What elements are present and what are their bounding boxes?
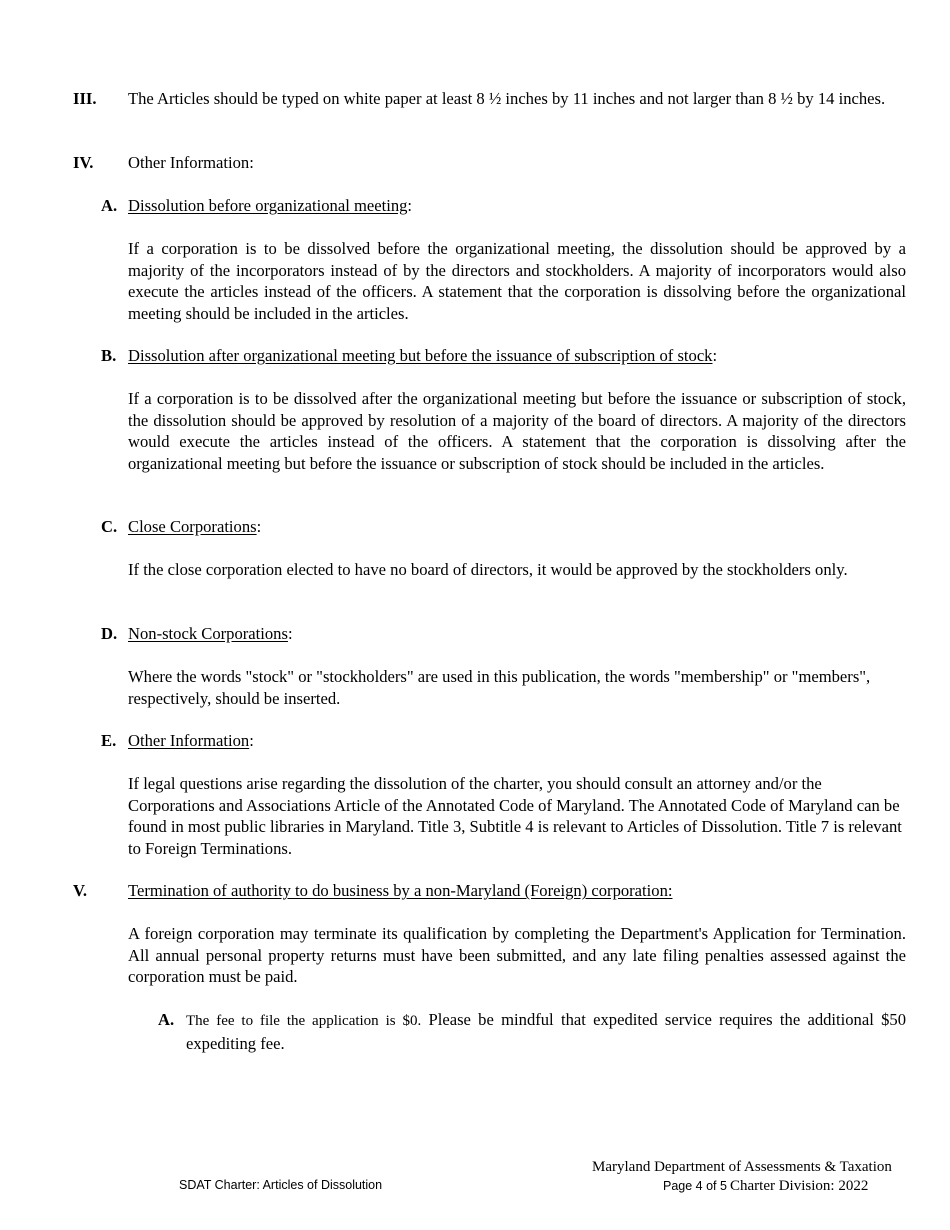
section-v-title: Termination of authority to do business by a non-Maryland (Foreign) corporation:: [128, 881, 673, 900]
subsection-letter-e: E.: [101, 731, 117, 750]
section-v-body: A foreign corporation may terminate its qualification by completing the Department's Application for Termination. All annual personal property returns must have been submitted, and any late filing penalties assessed against the corporation must be paid.: [128, 924, 906, 986]
subsection-b-body: If a corporation is to be dissolved after the organizational meeting but before the issuance or subscription of stock, the dissolution should be approved by resolution of a majority of the board of directors. A majority of the directors would execute the articles instead of the officers. A statement that the corporation is dissolving after the organizational meeting but before the issuance or subscription of stock should be included in the articles.: [128, 389, 906, 473]
subsection-d-title: Non-stock Corporations: [128, 624, 288, 643]
footer-document-title: SDAT Charter: Articles of Dissolution: [179, 1178, 383, 1192]
subsection-c-body: If the close corporation elected to have no board of directors, it would be approved by the stockholders only.: [128, 560, 848, 579]
subsection-a-body: If a corporation is to be dissolved before the organizational meeting, the dissolution should be approved by a majority of the incorporators instead of by the directors and stockholders. A majority of incorporators would also execute the articles instead of the officers. A statement that the corporation is dissolving before the organizational meeting should be included in the articles.: [128, 239, 906, 323]
section-iv-heading: Other Information:: [128, 153, 254, 172]
subsection-e-title: Other Information: [128, 731, 250, 750]
subsection-letter-d: D.: [101, 624, 118, 643]
subsection-d-body: Where the words "stock" or "stockholders" are used in this publication, the words "membership" or "members", respectively, should be inserted.: [128, 667, 871, 708]
subsection-d-heading: Non-stock Corporations:: [128, 624, 293, 643]
section-number-iii: III.: [73, 89, 97, 108]
section-v-a-body: [186, 1009, 906, 1054]
subsection-e-body: If legal questions arise regarding the dissolution of the charter, you should consult an attorney and/or the Corporations and Associations Article of the Annotated Code of Maryland. The Annotated Code of Maryland can be found in most public libraries in Maryland. Title 3, Subtitle 4 is relevant to Articles of Dissolution. Title 7 is relevant to Foreign Terminations.: [128, 774, 902, 858]
section-number-v: V.: [73, 881, 87, 900]
footer-page-number: Page 4 of 5: [663, 1179, 727, 1193]
subsection-a-heading: Dissolution before organizational meeting:: [128, 196, 413, 215]
footer-department: Maryland Department of Assessments & Taxation: [592, 1159, 892, 1175]
subsection-b-title: Dissolution after organizational meeting but before the issuance of subscription of stock: [128, 346, 713, 365]
footer-division: Charter Division: 2022: [730, 1178, 869, 1194]
section-number-iv: IV.: [73, 153, 94, 172]
section-v-letter-a: A.: [158, 1010, 175, 1029]
section-v-heading: [128, 880, 672, 902]
subsection-e-heading: Other Information:: [128, 731, 254, 750]
section-v-a-rest: Please be mindful that expedited service requires the additional $50 expediting fee.: [186, 1010, 906, 1053]
subsection-a-title: Dissolution before organizational meeting: [128, 196, 408, 215]
section-v-a-lead: The fee to file the application is $0.: [186, 1013, 422, 1029]
subsection-c-title: Close Corporations: [128, 517, 257, 536]
subsection-letter-a: A.: [101, 196, 118, 215]
subsection-letter-b: B.: [101, 346, 117, 365]
subsection-c-heading: Close Corporations:: [128, 517, 262, 536]
subsection-b-heading: Dissolution after organizational meeting but before the issuance of subscription of stock:: [128, 346, 718, 365]
subsection-letter-c: C.: [101, 517, 118, 536]
section-iii-text: The Articles should be typed on white paper at least 8 ½ inches by 11 inches and not larger than 8 ½ by 14 inches.: [128, 89, 886, 108]
